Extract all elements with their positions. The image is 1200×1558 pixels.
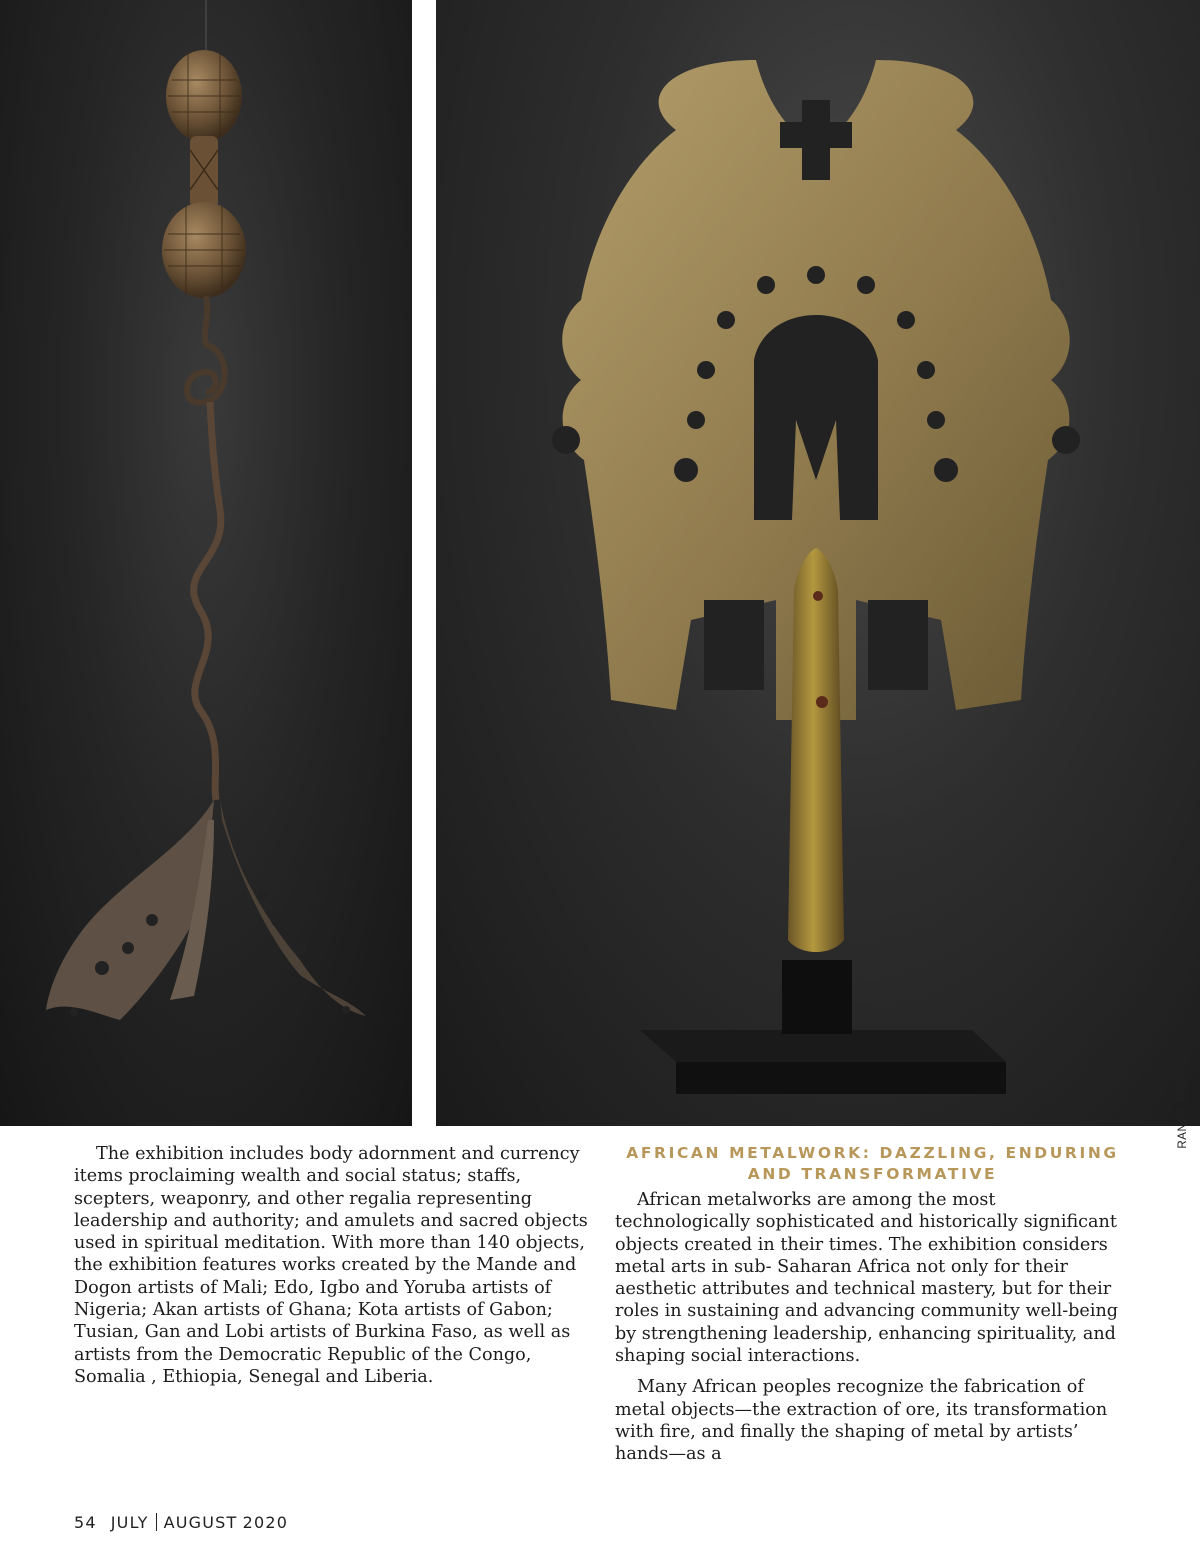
page-number: 54 (74, 1513, 97, 1532)
folio-divider (156, 1513, 157, 1531)
issue-month-2: AUGUST (163, 1513, 238, 1532)
body-text-right-column (615, 1143, 1130, 1466)
photo-iron-staff (0, 0, 412, 1126)
page-folio (74, 1513, 288, 1532)
section-heading: AFRICAN METALWORK: DAZZLING, ENDURING AND TRANSFORMATIVE (626, 1144, 1119, 1183)
brass-cross-illustration (436, 0, 1200, 1126)
photo-credit-text: RANDY BATISTA (1177, 1051, 1189, 1149)
photo-credit (1166, 1030, 1200, 1170)
photo-brass-cross (436, 0, 1200, 1126)
issue-year: 2020 (242, 1513, 289, 1532)
body-paragraph: African metalworks are among the most technologically sophisticated and historically significant objects created in their times. The exhibition considers metal arts in sub- Saharan Africa not only for their aesthetic attributes and technical mastery, but for their roles in sustaining and advancing community well-being by strengthening leadership, enhancing spirituality, and shaping social interactions. (615, 1190, 1119, 1367)
body-text-left-column (74, 1143, 594, 1388)
issue-month-1: JULY (110, 1513, 149, 1532)
body-paragraph: Many African peoples recognize the fabrication of metal objects—the extraction of ore, its transformation with fire, and finally the shaping of metal by artists’ hands—as a (615, 1377, 1108, 1465)
body-paragraph: The exhibition includes body adornment and currency items proclaiming wealth and social status; staffs, scepters, weaponry, and other regalia representing leadership and authority; and amulets and sacred objects used in spiritual meditation. With more than 140 objects, the exhibition features works created by the Mande and Dogon artists of Mali; Edo, Igbo and Yoruba artists of Nigeria; Akan artists of Ghana; Kota artists of Gabon; Tusian, Gan and Lobi artists of Burkina Faso, as well as artists from the Democratic Republic of the Congo, Somalia , Ethiopia, Senegal and Liberia. (74, 1144, 588, 1387)
iron-staff-illustration (0, 0, 412, 1126)
